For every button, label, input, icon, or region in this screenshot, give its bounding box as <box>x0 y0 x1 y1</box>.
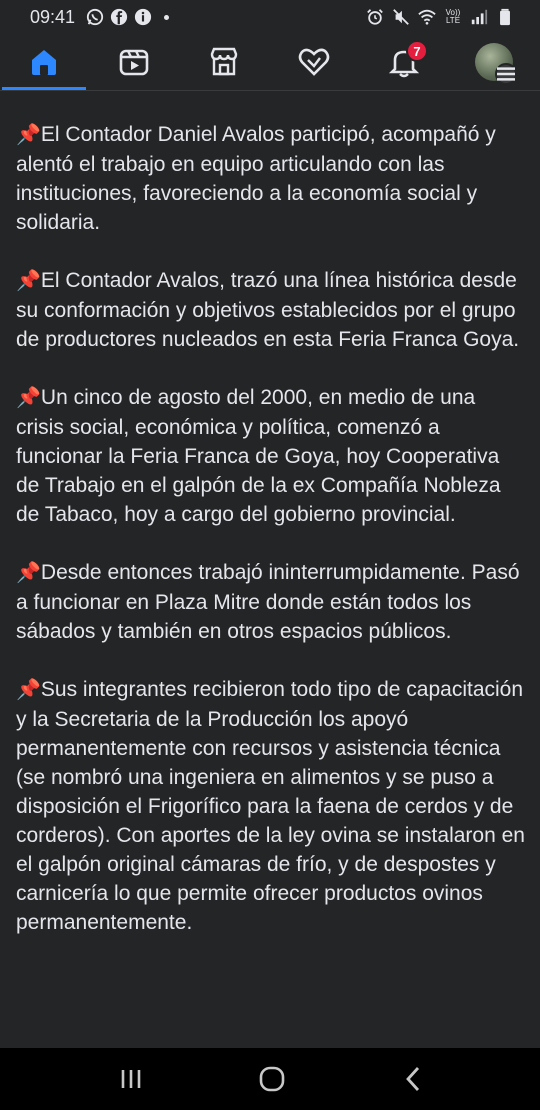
post-paragraph: 📌Desde entonces trabajó ininterrumpidamente. Pasó a funcionar en Plaza Mitre donde están todos los sábados y también en otros espacios públicos. <box>16 561 520 643</box>
tab-marketplace[interactable] <box>194 40 254 84</box>
top-navigation <box>0 34 540 91</box>
clock: 09:41 <box>30 7 76 27</box>
status-left-icons <box>86 8 169 26</box>
battery-icon <box>496 8 514 26</box>
mute-icon <box>392 8 410 26</box>
system-navigation-bar <box>0 1048 540 1110</box>
pushpin-icon: 📌 <box>16 124 41 146</box>
status-right-icons <box>366 8 514 26</box>
status-bar <box>0 0 540 34</box>
back-icon <box>403 1066 423 1092</box>
whatsapp-icon <box>86 8 104 26</box>
post-paragraph: 📌Sus integrantes recibieron todo tipo de capacitación y la Secretaria de la Producción los apoyó permanentemente con recursos y asistencia técnica (se nombró una ingeniera en alimentos y se puso a disposición el Frigorífico para la faena de cerdos y de corderos). Con aportes de la ley ovina se instalaron en el galpón original cámaras de frío, y de despostes y carnicería lo que permite ofrecer productos ovinos permanentemente. <box>16 678 525 934</box>
volte-icon: Vo)) LTE <box>445 8 461 25</box>
info-icon <box>134 8 152 26</box>
tab-home[interactable] <box>14 40 74 84</box>
avatar <box>475 43 513 81</box>
post-paragraph: 📌Un cinco de agosto del 2000, en medio de una crisis social, económica y política, comenzó a funcionar la Feria Franca de Goya, hoy Cooperativa de Trabajo en el galpón de la ex Compañía Nobleza de Tabaco, hoy a cargo del gobierno provincial. <box>16 386 501 526</box>
more-notifications-dot <box>164 15 169 20</box>
notification-badge: 7 <box>406 40 428 62</box>
home-circle-icon <box>259 1066 285 1092</box>
signal-icon <box>470 8 488 26</box>
menu-icon <box>495 63 517 85</box>
tab-notifications[interactable] <box>374 40 434 84</box>
pushpin-icon: 📌 <box>16 270 41 292</box>
tab-dating[interactable] <box>284 40 344 84</box>
pushpin-icon: 📌 <box>16 387 41 409</box>
active-tab-indicator <box>2 87 86 90</box>
marketplace-icon <box>208 46 240 78</box>
post-paragraph: 📌El Contador Avalos, trazó una línea histórica desde su conformación y objetivos establecidos por el grupo de productores nucleados en esta Feria Franca Goya. <box>16 269 520 351</box>
recents-button[interactable] <box>111 1064 151 1094</box>
home-button[interactable] <box>252 1064 292 1094</box>
pushpin-icon: 📌 <box>16 679 41 701</box>
recents-icon <box>119 1068 143 1090</box>
tab-watch[interactable] <box>104 40 164 84</box>
back-button[interactable] <box>393 1064 433 1094</box>
post-text <box>16 120 526 966</box>
pushpin-icon: 📌 <box>16 562 41 584</box>
home-icon <box>28 46 60 78</box>
post-paragraph: 📌El Contador Daniel Avalos participó, acompañó y alentó el trabajo en equipo articulando con las instituciones, favoreciendo a la economía social y solidaria. <box>16 123 496 234</box>
video-icon <box>118 46 150 78</box>
heart-icon <box>298 46 330 78</box>
alarm-icon <box>366 8 384 26</box>
tab-menu[interactable] <box>464 40 524 84</box>
facebook-icon <box>110 8 128 26</box>
wifi-icon <box>418 8 436 26</box>
